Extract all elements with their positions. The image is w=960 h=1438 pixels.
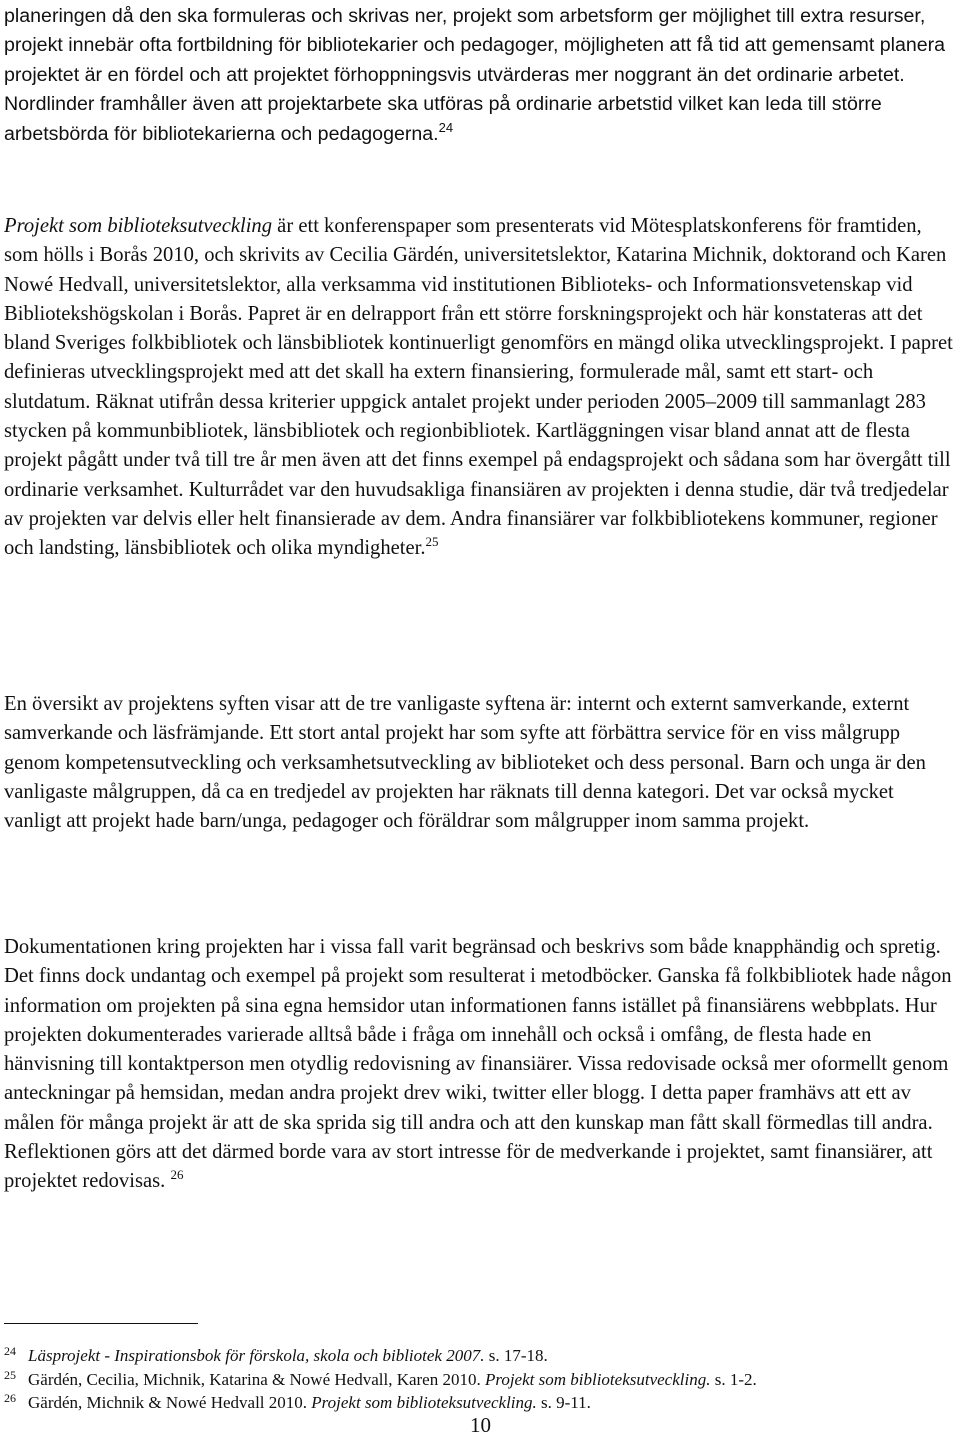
page-number: 10 <box>470 1413 491 1437</box>
footnote-ref-26[interactable]: 26 <box>170 1167 184 1183</box>
footnote-title: Projekt som biblioteksutveckling. <box>311 1393 537 1412</box>
footnote-authors: Gärdén, Michnik & Nowé Hedvall 2010. <box>28 1393 312 1412</box>
paragraph-4 <box>4 933 954 1197</box>
footnote-separator <box>4 1323 198 1324</box>
paragraph-4-text: Dokumentationen kring projekten har i vissa fall varit begränsad och beskrivs som både knapphändig och spretig. Det finns dock undantag och exempel på projekt som resulterat i metodböcker. Ganska få folkbibliotek hade någon information om projekten på sina egna hemsidor utan informationen fanns istället på finansiärens webbplats. Hur projekten dokumenterades varierade alltså både i fråga om innehåll och också i omfång, de flesta hade en hänvisning till kontaktperson men otydlig redovisning av finansiärer. Vissa redovisade också mer oformellt genom anteckningar på hemsidan, medan andra projekt drev wiki, twitter eller blogg. I detta paper framhävs att ett av målen för många projekt är att de ska sprida sig till andra och att den kunskap man fått skall förmedlas till andra. Reflektionen görs att det därmed borde vara av stort intresse för de medverkande i projektet, samt finansiärer, att projektet redovisas. <box>4 936 952 1193</box>
footnote-title: Projekt som biblioteksutveckling. <box>484 1370 711 1389</box>
footnote-title: Läsprojekt - Inspirationsbok för förskola, skola och bibliotek 2007. <box>28 1346 485 1365</box>
paragraph-1 <box>4 2 956 149</box>
paragraph-3-text: En översikt av projektens syften visar att de tre vanligaste syftena är: internt och externt samverkande, externt samverkande och läsfrämjande. Ett stort antal projekt har som syfte att förbättra service för en viss målgrupp genom kompetensutveckling och verksamhetsutveckling av biblioteket och dess personal. Barn och unga är den vanligaste målgruppen, då ca en tredjedel av projekten har räknats till denna kategori. Det var också mycket vanligt att projekt hade barn/unga, pedagoger och föräldrar som målgrupper inom samma projekt. <box>4 693 926 833</box>
footnote-pages: s. 9-11. <box>536 1393 591 1412</box>
footnote-number: 26 <box>4 1391 16 1405</box>
paper-title: Projekt som biblioteksutveckling <box>4 215 273 237</box>
paragraph-2-text: är ett konferenspaper som presenterats vid Mötesplatskonferens för framtiden, som hölls i Borås 2010, och skrivits av Cecilia Gärdén, universitetslektor, Katarina Michnik, doktorand och Karen Nowé Hedvall, universitetslektor, alla verksamma vid institutionen Biblioteks- och Informationsvetenskap vid Bibliotekshögskolan i Borås. Papret är en delrapport från ett större forskningsprojekt och här konstateras att det bland Sveriges folkbibliotek och länsbibliotek kontinuerligt genomförs en mängd olika utvecklingsprojekt. I papret definieras utvecklingsprojekt med att det skall ha extern finansiering, formulerade mål, samt ett start- och slutdatum. Räknat utifrån dessa kriterier uppgick antalet projekt under perioden 2005–2009 till sammanlagt 283 stycken på kommunbibliotek, länsbibliotek och regionbibliotek. Kartläggningen visar bland annat att de flesta projekt pågått under två till tre år men även att det finns exempel på endagsprojekt och sådana som har övergått till ordinarie verksamhet. Kulturrådet var den huvudsakliga finansiären av projekten i denna studie, där två tredjedelar av projekten var delvis eller helt finansierade av dem. Andra finansiärer var folkbibliotekens kommuner, regioner och landsting, länsbibliotek och olika myndigheter. <box>4 215 953 560</box>
footnote-pages: s. 1-2. <box>710 1370 757 1389</box>
footnote-pages: s. 17-18. <box>484 1346 548 1365</box>
footnote-authors: Gärdén, Cecilia, Michnik, Katarina & Nowé Hedvall, Karen 2010. <box>28 1370 485 1389</box>
footnote-ref-25[interactable]: 25 <box>425 534 439 550</box>
paragraph-1-text: planeringen då den ska formuleras och skrivas ner, projekt som arbetsform ger möjlighet till extra resurser, projekt innebär ofta fortbildning för bibliotekarier och pedagoger, möjligheten att få tid att gemensamt planera projektet är en fördel och att projektet förhoppningsvis utvärderas mer noggrant än det ordinarie arbetet. Nordlinder framhåller även att projektarbete ska utföras på ordinarie arbetstid vilket kan leda till större arbetsbörda för bibliotekarierna och pedagogerna. <box>4 5 946 145</box>
footnote-ref-24[interactable]: 24 <box>438 119 454 135</box>
paragraph-2 <box>4 212 954 564</box>
footnote-number: 24 <box>4 1344 16 1358</box>
footnote-26 <box>4 1387 954 1414</box>
footnote-number: 25 <box>4 1368 16 1382</box>
footnote-24 <box>4 1340 954 1367</box>
paragraph-3 <box>4 690 954 836</box>
